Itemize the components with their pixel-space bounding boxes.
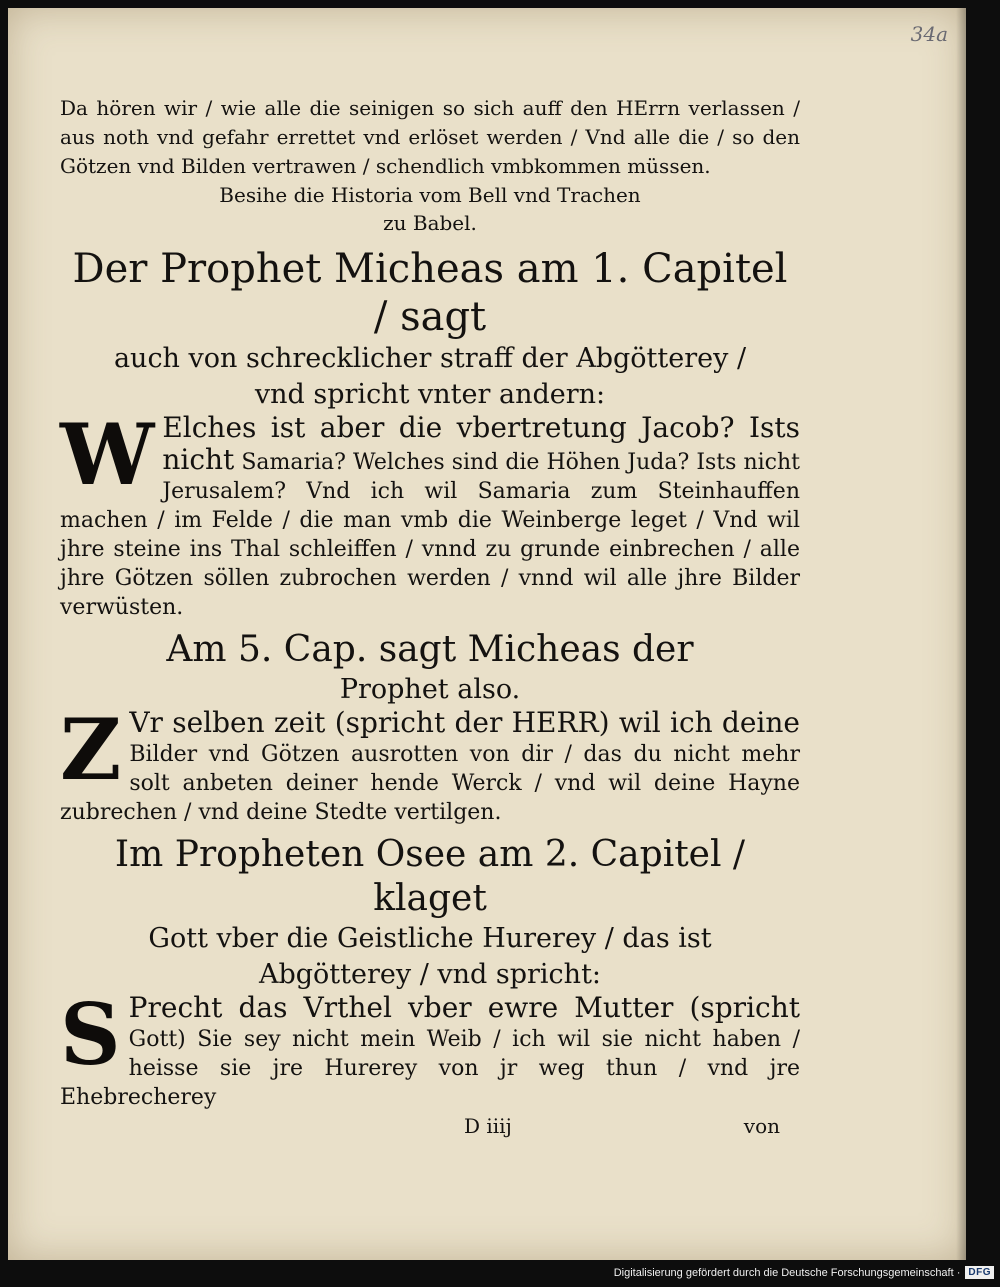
signature-mark: D iiij	[464, 1114, 512, 1138]
dropcap-w: W	[60, 405, 155, 504]
section1-text: Samaria? Welches sind die Höhen Juda? Ists nicht Jerusalem? Vnd ich wil Samaria zum Steinhauffen machen / im Felde / die man vmb die Weinberge leget / Vnd wil jhre steine ins Thal schleiffen / vnnd zu grunde einbrechen / alle jhre Götzen söllen zubrochen werden / vnnd wil alle jhre Bilder verwüsten.	[60, 450, 800, 620]
section3-first-words: Precht das Vrthel vber ewre Mutter (spricht	[128, 991, 800, 1024]
page-text	[60, 94, 800, 1146]
section3-text: Gott) Sie sey nicht mein Weib / ich wil sie nicht haben / heisse sie jre Hurerey von jr weg thun / vnd jre Ehebrecherey	[60, 1027, 800, 1110]
section2-heading: Am 5. Cap. sagt Micheas der	[166, 629, 694, 670]
dropcap-s: S	[60, 985, 121, 1084]
catchword: von	[743, 1114, 780, 1138]
funding-credit	[614, 1266, 994, 1279]
page-shadow	[956, 8, 966, 1260]
credit-text: Digitalisierung gefördert durch die Deutsche Forschungsgemeinschaft ·	[613, 1266, 961, 1279]
section2-heading-line-2: Prophet also.	[339, 674, 521, 705]
section1-body	[60, 405, 800, 622]
dropcap-z: Z	[60, 700, 122, 799]
folio-mark: 34a	[910, 22, 948, 46]
cross-reference-line-2: zu Babel.	[383, 211, 477, 235]
section1-first-words: Elches ist aber die vbertretung Jacob? Ists nicht	[162, 411, 800, 476]
intro-paragraph: Da hören wir / wie alle die seinigen so sich auff den HErrn verlassen / aus noth vnd gefahr errettet vnd erlöset werden / Vnd alle die / so den Götzen vnd Bilden vertrawen / schendlich vmbkommen müssen.	[60, 96, 800, 178]
dfg-logo-icon: DFG	[965, 1266, 994, 1279]
section1-heading-line-2: auch von schrecklicher straff der Abgötterey /	[113, 343, 747, 374]
cross-reference-line-1: Besihe die Historia vom Bell vnd Trachen	[219, 183, 641, 207]
section3-heading: Im Propheten Osee am 2. Capitel / klaget	[114, 834, 746, 919]
scanned-page	[8, 8, 966, 1260]
section2-first-words: Vr selben zeit (spricht der HERR) wil ich deine	[129, 706, 800, 739]
page-footer	[60, 1114, 800, 1146]
section3-heading-line-3: Abgötterey / vnd spricht:	[258, 959, 602, 990]
section1-heading-line-3: vnd spricht vnter andern:	[254, 379, 606, 410]
section2-body	[60, 700, 800, 827]
section2-text: Bilder vnd Götzen ausrotten von dir / das du nicht mehr solt anbeten deiner hende Werck / vnd wil deine Hayne zubrechen / vnd deine Stedte vertilgen.	[60, 742, 800, 825]
section3-body	[60, 985, 800, 1112]
section3-heading-line-2: Gott vber die Geistliche Hurerey / das ist	[148, 923, 712, 954]
section1-heading: Der Prophet Micheas am 1. Capitel / sagt	[72, 246, 788, 340]
